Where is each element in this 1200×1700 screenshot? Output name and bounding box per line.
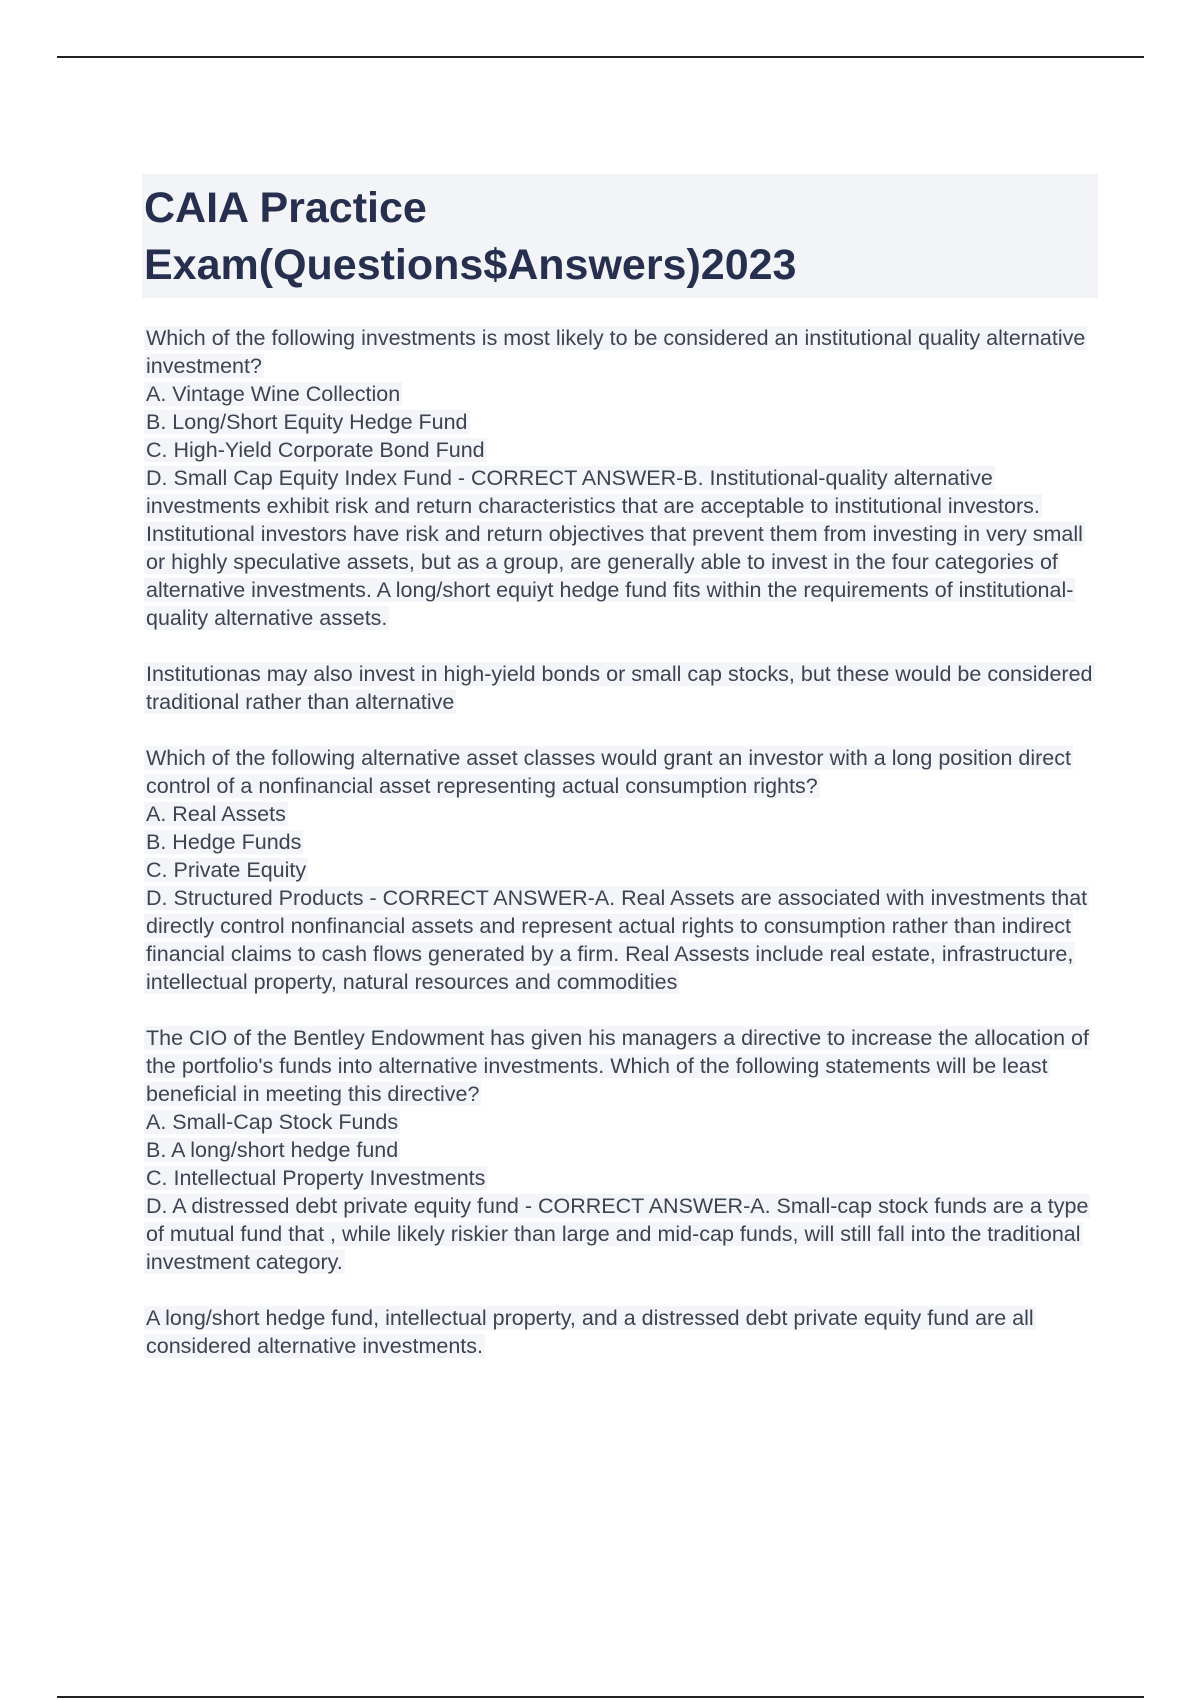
question-1-note-text: Institutionas may also invest in high-yield bonds or small cap stocks, but these would be considered traditional rather than alternative bbox=[146, 662, 1093, 714]
question-1-text: Which of the following investments is most likely to be considered an institutional quality alternative investment? A. Vintage Wine Collection B. Long/Short Equity Hedge Fund C. High-Yield Corporate Bond Fund D. Small Cap Equity Index Fund - CORRECT ANSWER-B. Institutional-quality alternative investments exhibit risk and return characteristics that are acceptable to institutional investors. Institutional investors have risk and return objectives that prevent them from investing in very small or highly speculative assets, but as a group, are generally able to invest in the four categories of alternative investments. A long/short equiyt hedge fund fits within the requirements of institutional-quality alternative assets. bbox=[146, 326, 1086, 630]
document-title: CAIA Practice Exam(Questions$Answers)2023 bbox=[144, 184, 797, 289]
question-3-note-text: A long/short hedge fund, intellectual property, and a distressed debt private equity fund are all considered alternative investments. bbox=[146, 1306, 1034, 1358]
bottom-rule bbox=[57, 1696, 1144, 1698]
document-body bbox=[144, 324, 1094, 1360]
question-3-note-paragraph bbox=[144, 1304, 1094, 1360]
question-1-paragraph bbox=[144, 324, 1094, 632]
question-3-paragraph bbox=[144, 1024, 1094, 1276]
question-3-text: The CIO of the Bentley Endowment has given his managers a directive to increase the allocation of the portfolio's funds into alternative investments. Which of the following statements will be least beneficial in meeting this directive? A. Small-Cap Stock Funds B. A long/short hedge fund C. Intellectual Property Investments D. A distressed debt private equity fund - CORRECT ANSWER-A. Small-cap stock funds are a type of mutual fund that , while likely riskier than large and mid-cap funds, will still fall into the traditional investment category. bbox=[146, 1026, 1089, 1274]
top-rule bbox=[57, 56, 1144, 58]
document-content bbox=[144, 174, 1094, 1388]
question-2-paragraph bbox=[144, 744, 1094, 996]
question-1-note-paragraph bbox=[144, 660, 1094, 716]
title-block bbox=[142, 174, 1098, 298]
question-2-text: Which of the following alternative asset classes would grant an investor with a long position direct control of a nonfinancial asset representing actual consumption rights? A. Real Assets B. Hedge Funds C. Private Equity D. Structured Products - CORRECT ANSWER-A. Real Assets are associated with investments that directly control nonfinancial assets and represent actual rights to consumption rather than indirect financial claims to cash flows generated by a firm. Real Assests include real estate, infrastructure, intellectual property, natural resources and commodities bbox=[146, 746, 1088, 994]
